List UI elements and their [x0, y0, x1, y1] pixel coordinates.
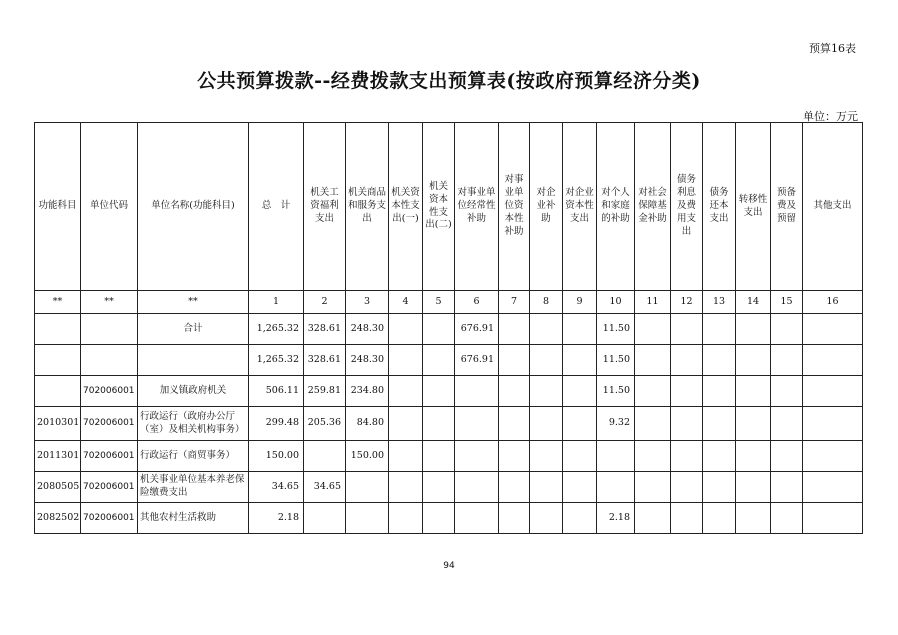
amount-cell [389, 472, 423, 503]
amount-cell [736, 314, 771, 345]
amount-cell [671, 376, 703, 407]
amount-cell [423, 472, 455, 503]
column-index: 7 [499, 291, 530, 314]
amount-cell [597, 441, 635, 472]
column-index: 8 [530, 291, 563, 314]
column-header: 转移性支出 [736, 123, 771, 291]
index-row [35, 291, 863, 314]
amount-cell [736, 503, 771, 534]
amount-cell [563, 503, 597, 534]
unit-code-cell: 702006001 [81, 407, 138, 441]
amount-cell [499, 503, 530, 534]
column-header: 其他支出 [803, 123, 863, 291]
amount-cell [771, 503, 803, 534]
amount-cell: 234.80 [346, 376, 389, 407]
column-index: 4 [389, 291, 423, 314]
amount-cell [563, 314, 597, 345]
amount-cell [635, 441, 671, 472]
column-header: 总 计 [249, 123, 304, 291]
amount-cell: 259.81 [304, 376, 346, 407]
amount-cell [635, 345, 671, 376]
amount-cell [635, 376, 671, 407]
header-row [35, 123, 863, 291]
amount-cell [563, 376, 597, 407]
amount-cell [455, 472, 499, 503]
amount-cell: 2.18 [249, 503, 304, 534]
amount-cell [530, 503, 563, 534]
amount-cell: 1,265.32 [249, 345, 304, 376]
column-header: 对事业单位经常性补助 [455, 123, 499, 291]
unit-code-cell: 702006001 [81, 472, 138, 503]
amount-cell [736, 472, 771, 503]
amount-cell [530, 314, 563, 345]
amount-cell [455, 441, 499, 472]
amount-cell [455, 503, 499, 534]
function-code-cell [35, 345, 81, 376]
table-row [35, 472, 863, 503]
amount-cell [423, 345, 455, 376]
unit-name-cell [138, 345, 249, 376]
amount-cell [703, 407, 736, 441]
amount-cell [671, 345, 703, 376]
amount-cell [423, 503, 455, 534]
amount-cell [499, 441, 530, 472]
column-header: 对企业资本性支出 [563, 123, 597, 291]
column-index: 1 [249, 291, 304, 314]
amount-cell [803, 314, 863, 345]
amount-cell [635, 503, 671, 534]
amount-cell: 1,265.32 [249, 314, 304, 345]
amount-cell [499, 345, 530, 376]
amount-cell [499, 314, 530, 345]
unit-code-cell [81, 314, 138, 345]
amount-cell: 11.50 [597, 376, 635, 407]
amount-cell [736, 345, 771, 376]
amount-cell [736, 407, 771, 441]
column-index: 9 [563, 291, 597, 314]
column-index: 11 [635, 291, 671, 314]
amount-cell [304, 503, 346, 534]
table-row [35, 345, 863, 376]
column-index: 2 [304, 291, 346, 314]
amount-cell [771, 314, 803, 345]
amount-cell: 328.61 [304, 345, 346, 376]
amount-cell [803, 503, 863, 534]
amount-cell [703, 441, 736, 472]
amount-cell [563, 472, 597, 503]
column-header: 单位代码 [81, 123, 138, 291]
table-row [35, 441, 863, 472]
column-header: 功能科目 [35, 123, 81, 291]
column-index: 10 [597, 291, 635, 314]
column-header: 对企业补助 [530, 123, 563, 291]
column-header: 对事业单位资本性补助 [499, 123, 530, 291]
column-header: 机关资本性支出(一) [389, 123, 423, 291]
table-row [35, 407, 863, 441]
amount-cell [703, 314, 736, 345]
amount-cell [563, 345, 597, 376]
amount-cell [771, 472, 803, 503]
amount-cell [563, 441, 597, 472]
function-code-cell: 2082502 [35, 503, 81, 534]
amount-cell [304, 441, 346, 472]
amount-cell [499, 407, 530, 441]
form-number: 预算16表 [809, 42, 856, 55]
amount-cell [803, 441, 863, 472]
amount-cell: 34.65 [249, 472, 304, 503]
amount-cell: 248.30 [346, 314, 389, 345]
amount-cell [597, 472, 635, 503]
column-index: 13 [703, 291, 736, 314]
amount-cell [803, 407, 863, 441]
amount-cell [736, 376, 771, 407]
amount-cell [389, 314, 423, 345]
amount-cell [671, 441, 703, 472]
amount-cell [389, 376, 423, 407]
page-number: 94 [443, 561, 455, 571]
unit-code-cell: 702006001 [81, 503, 138, 534]
amount-cell [530, 407, 563, 441]
table-row [35, 503, 863, 534]
amount-cell [423, 314, 455, 345]
amount-cell: 150.00 [249, 441, 304, 472]
amount-cell [389, 345, 423, 376]
column-index: 6 [455, 291, 499, 314]
column-header: 机关工资福利支出 [304, 123, 346, 291]
amount-cell [671, 407, 703, 441]
amount-cell [423, 407, 455, 441]
amount-cell [736, 441, 771, 472]
amount-cell [771, 407, 803, 441]
amount-cell [803, 376, 863, 407]
amount-cell [389, 441, 423, 472]
column-index: 15 [771, 291, 803, 314]
amount-cell [530, 441, 563, 472]
column-index: ** [35, 291, 81, 314]
amount-cell [499, 376, 530, 407]
column-header: 机关资本性支出(二) [423, 123, 455, 291]
column-header: 债务还本支出 [703, 123, 736, 291]
amount-cell: 84.80 [346, 407, 389, 441]
amount-cell [703, 345, 736, 376]
amount-cell [389, 407, 423, 441]
amount-cell [423, 376, 455, 407]
unit-code-cell [81, 345, 138, 376]
table-body [35, 314, 863, 534]
amount-cell [671, 503, 703, 534]
amount-cell: 11.50 [597, 345, 635, 376]
amount-cell: 506.11 [249, 376, 304, 407]
amount-cell: 328.61 [304, 314, 346, 345]
column-index: ** [138, 291, 249, 314]
amount-cell [803, 345, 863, 376]
unit-name-cell: 其他农村生活救助 [138, 503, 249, 534]
table-row [35, 314, 863, 345]
unit-code-cell: 702006001 [81, 376, 138, 407]
amount-cell: 9.32 [597, 407, 635, 441]
unit-name-cell: 行政运行（政府办公厅（室）及相关机构事务） [138, 407, 249, 441]
amount-cell [771, 345, 803, 376]
unit-code-cell: 702006001 [81, 441, 138, 472]
column-header: 预备费及预留 [771, 123, 803, 291]
unit-name-cell: 加义镇政府机关 [138, 376, 249, 407]
column-index: ** [81, 291, 138, 314]
amount-cell [771, 441, 803, 472]
unit-name-cell: 机关事业单位基本养老保险缴费支出 [138, 472, 249, 503]
function-code-cell: 2010301 [35, 407, 81, 441]
amount-cell [346, 503, 389, 534]
amount-cell [346, 472, 389, 503]
amount-cell [671, 314, 703, 345]
amount-cell [803, 472, 863, 503]
page-title: 公共预算拨款--经费拨款支出预算表(按政府预算经济分类) [197, 70, 701, 92]
amount-cell: 150.00 [346, 441, 389, 472]
amount-cell [635, 407, 671, 441]
column-header: 机关商品和服务支出 [346, 123, 389, 291]
column-index: 14 [736, 291, 771, 314]
column-index: 3 [346, 291, 389, 314]
column-index: 12 [671, 291, 703, 314]
amount-cell [389, 503, 423, 534]
amount-cell [703, 376, 736, 407]
function-code-cell: 2080505 [35, 472, 81, 503]
function-code-cell [35, 314, 81, 345]
column-header: 对个人和家庭的补助 [597, 123, 635, 291]
amount-cell [703, 472, 736, 503]
function-code-cell: 2011301 [35, 441, 81, 472]
amount-cell [423, 441, 455, 472]
amount-cell: 248.30 [346, 345, 389, 376]
budget-table [34, 122, 863, 534]
function-code-cell [35, 376, 81, 407]
column-index: 5 [423, 291, 455, 314]
column-header: 对社会保障基金补助 [635, 123, 671, 291]
amount-cell [703, 503, 736, 534]
table-row [35, 376, 863, 407]
amount-cell: 299.48 [249, 407, 304, 441]
amount-cell: 11.50 [597, 314, 635, 345]
amount-cell: 676.91 [455, 314, 499, 345]
unit-name-cell: 合计 [138, 314, 249, 345]
column-index: 16 [803, 291, 863, 314]
amount-cell [455, 407, 499, 441]
amount-cell [530, 345, 563, 376]
amount-cell [563, 407, 597, 441]
amount-cell [635, 314, 671, 345]
amount-cell: 2.18 [597, 503, 635, 534]
unit-name-cell: 行政运行（商贸事务） [138, 441, 249, 472]
amount-cell: 205.36 [304, 407, 346, 441]
column-header: 债务利息及费用支出 [671, 123, 703, 291]
amount-cell [499, 472, 530, 503]
amount-cell [771, 376, 803, 407]
amount-cell [635, 472, 671, 503]
amount-cell: 34.65 [304, 472, 346, 503]
unit-label: 单位：万元 [803, 110, 858, 123]
amount-cell: 676.91 [455, 345, 499, 376]
amount-cell [530, 472, 563, 503]
amount-cell [671, 472, 703, 503]
amount-cell [530, 376, 563, 407]
amount-cell [455, 376, 499, 407]
column-header: 单位名称(功能科目) [138, 123, 249, 291]
